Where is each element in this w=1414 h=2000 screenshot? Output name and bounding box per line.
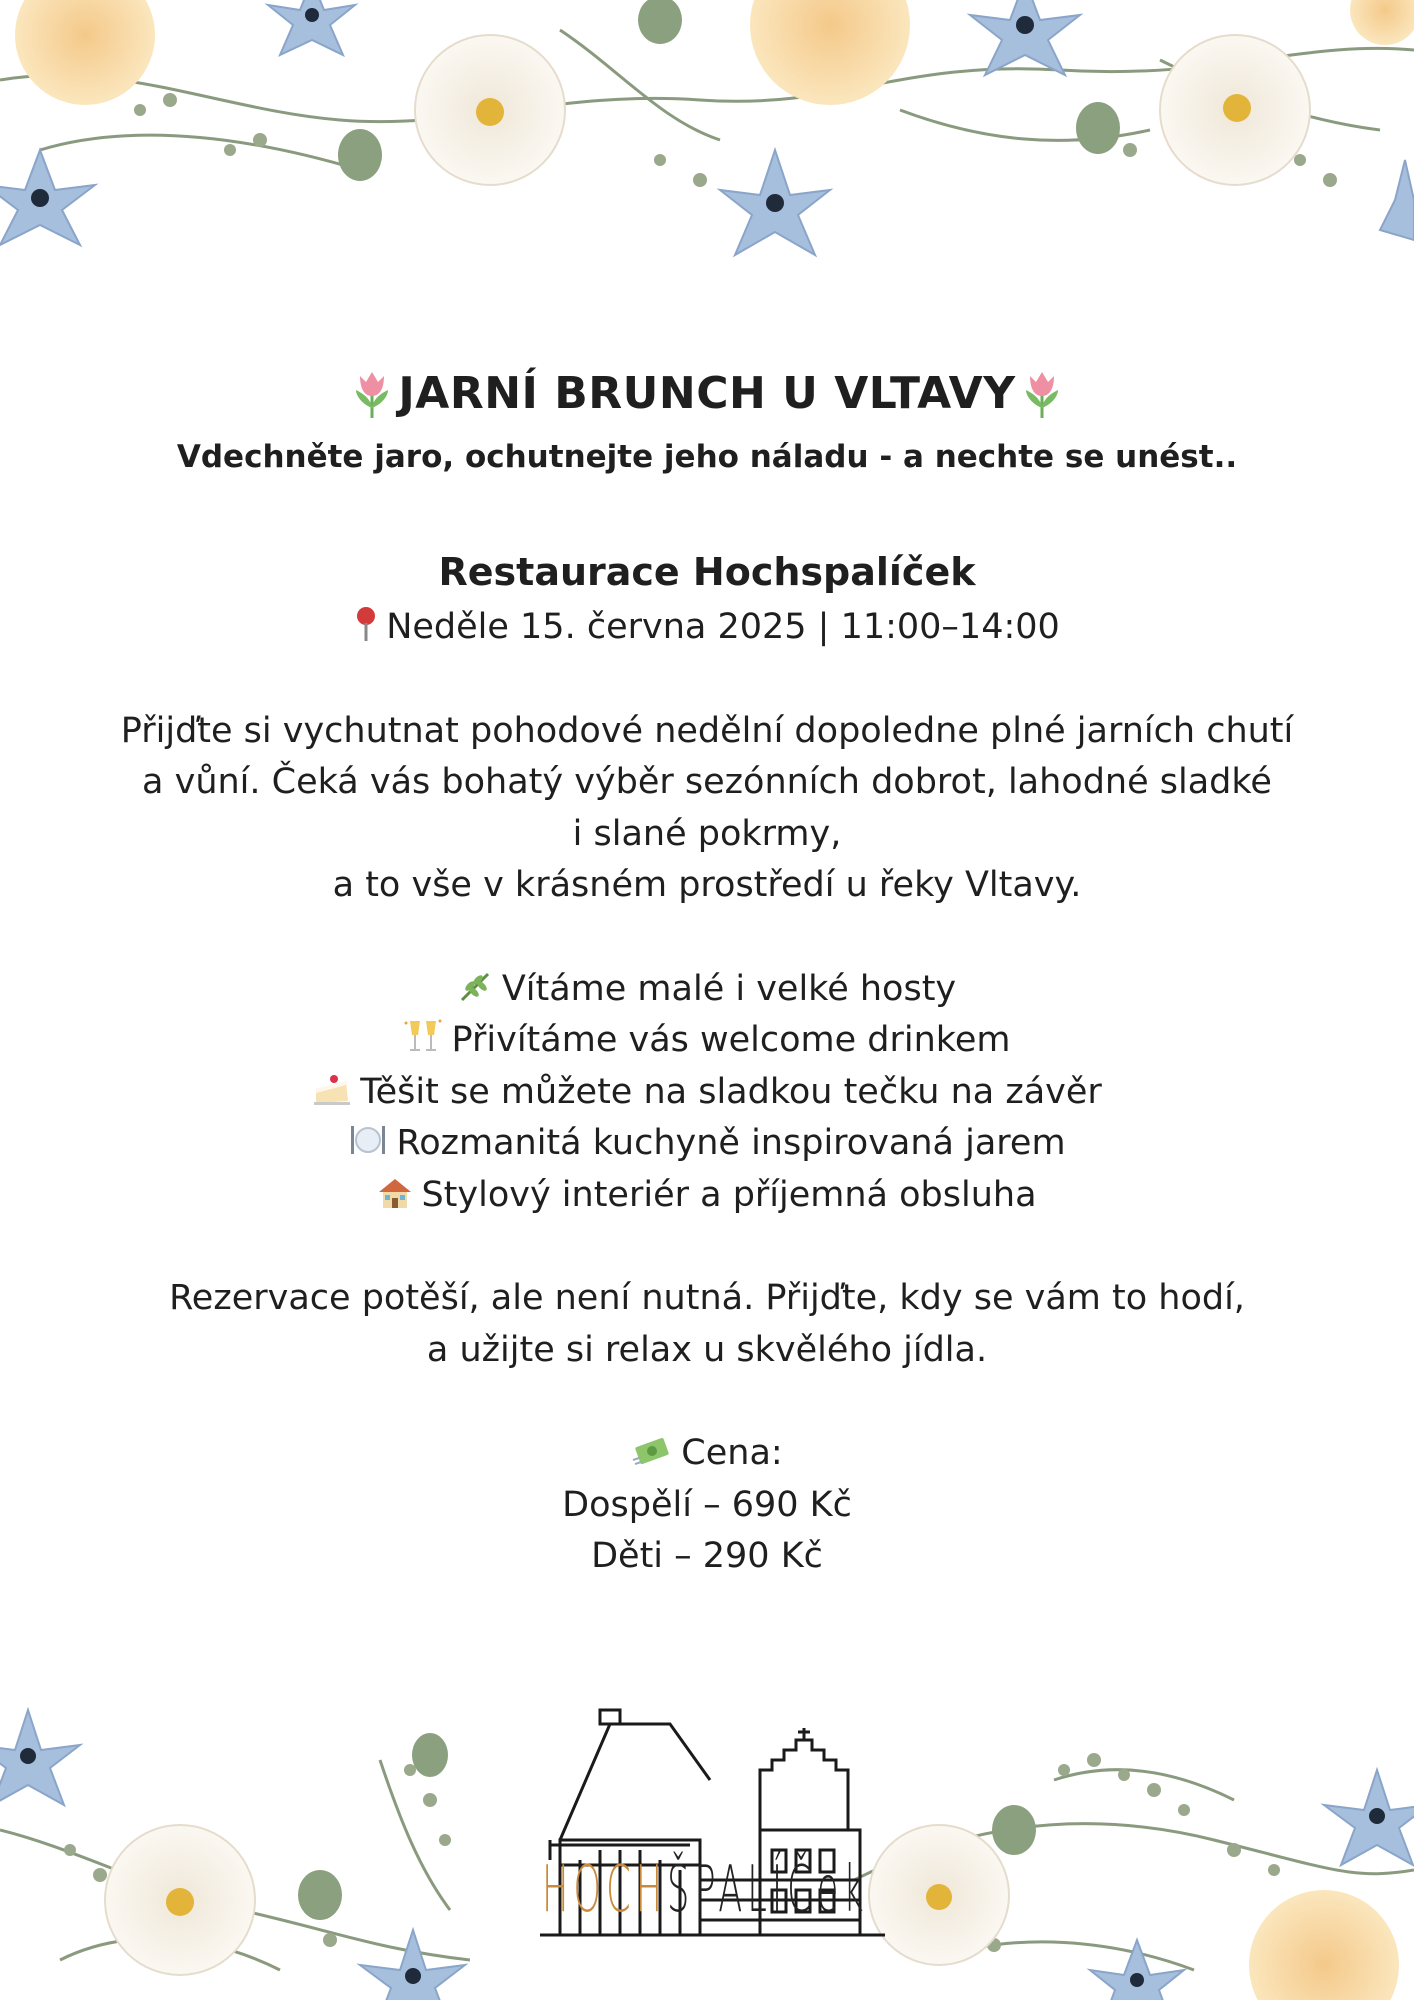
tulip-icon: [1020, 368, 1064, 420]
price-label-line: [0, 1428, 1414, 1480]
event-title: [0, 360, 1414, 428]
money-icon: [631, 1434, 673, 1468]
reservation-note: [0, 1273, 1414, 1376]
herb-icon: [458, 968, 494, 1004]
feature-text: Stylový interiér a příjemná obsluha: [421, 1174, 1037, 1215]
intro-line: a vůní. Čeká vás bohatý výběr sezónních dobrot, lahodné sladké: [142, 762, 1272, 802]
logo-text-part2: ŠPALÍČek: [667, 1853, 869, 1927]
intro-line: i slané pokrmy,: [572, 813, 842, 854]
cake-icon: [312, 1073, 352, 1107]
price-section: [0, 1428, 1414, 1583]
price-label: Cena:: [681, 1433, 783, 1473]
feature-item: [0, 1118, 1414, 1170]
floral-border-bottom-left: [0, 1700, 470, 2000]
intro-paragraph: [0, 706, 1414, 912]
pin-icon: [354, 606, 378, 642]
feature-item: [0, 964, 1414, 1016]
floral-border-top: [0, 0, 1414, 260]
event-subtitle: Vdechněte jaro, ochutnejte jeho náladu - a nechte se unést..: [176, 439, 1238, 475]
feature-item: [0, 1170, 1414, 1222]
tulip-icon: [350, 368, 394, 420]
feature-item: [0, 1067, 1414, 1119]
feature-text: Vítáme malé i velké hosty: [501, 968, 957, 1009]
restaurant-logo-text: [542, 1853, 869, 1927]
intro-line: a to vše v krásném prostředí u řeky Vltavy.: [332, 865, 1082, 905]
house-icon: [377, 1176, 413, 1210]
venue-name: Restaurace Hochspalíček: [438, 550, 976, 594]
event-title-text: JARNÍ BRUNCH U VLTAVY: [398, 368, 1016, 419]
champagne-icon: [404, 1017, 444, 1055]
feature-text: Rozmanitá kuchyně inspirovaná jarem: [396, 1123, 1066, 1163]
price-adults: Dospělí – 690 Kč: [562, 1484, 852, 1525]
logo-text-part1: HOCH: [542, 1853, 668, 1927]
feature-item: [0, 1015, 1414, 1067]
restaurant-logo-building: [540, 1700, 885, 1990]
event-datetime: [0, 602, 1414, 654]
flyer-content: [0, 340, 1414, 1583]
fork-knife-plate-icon: [348, 1122, 388, 1158]
feature-text: Těšit se můžete na sladkou tečku na závěr: [360, 1071, 1102, 1112]
price-children: Děti – 290 Kč: [591, 1536, 823, 1576]
event-datetime-text: Neděle 15. června 2025 | 11:00–14:00: [386, 607, 1060, 647]
intro-line: Přijďte si vychutnat pohodové nedělní dopoledne plné jarních chutí: [120, 710, 1294, 751]
feature-text: Přivítáme vás welcome drinkem: [451, 1020, 1011, 1060]
features-list: [0, 964, 1414, 1222]
reservation-line: Rezervace potěší, ale není nutná. Přijďte, kdy se vám to hodí,: [169, 1278, 1245, 1318]
reservation-line: a užijte si relax u skvělého jídla.: [426, 1329, 988, 1370]
floral-border-bottom-right: [854, 1700, 1414, 2000]
